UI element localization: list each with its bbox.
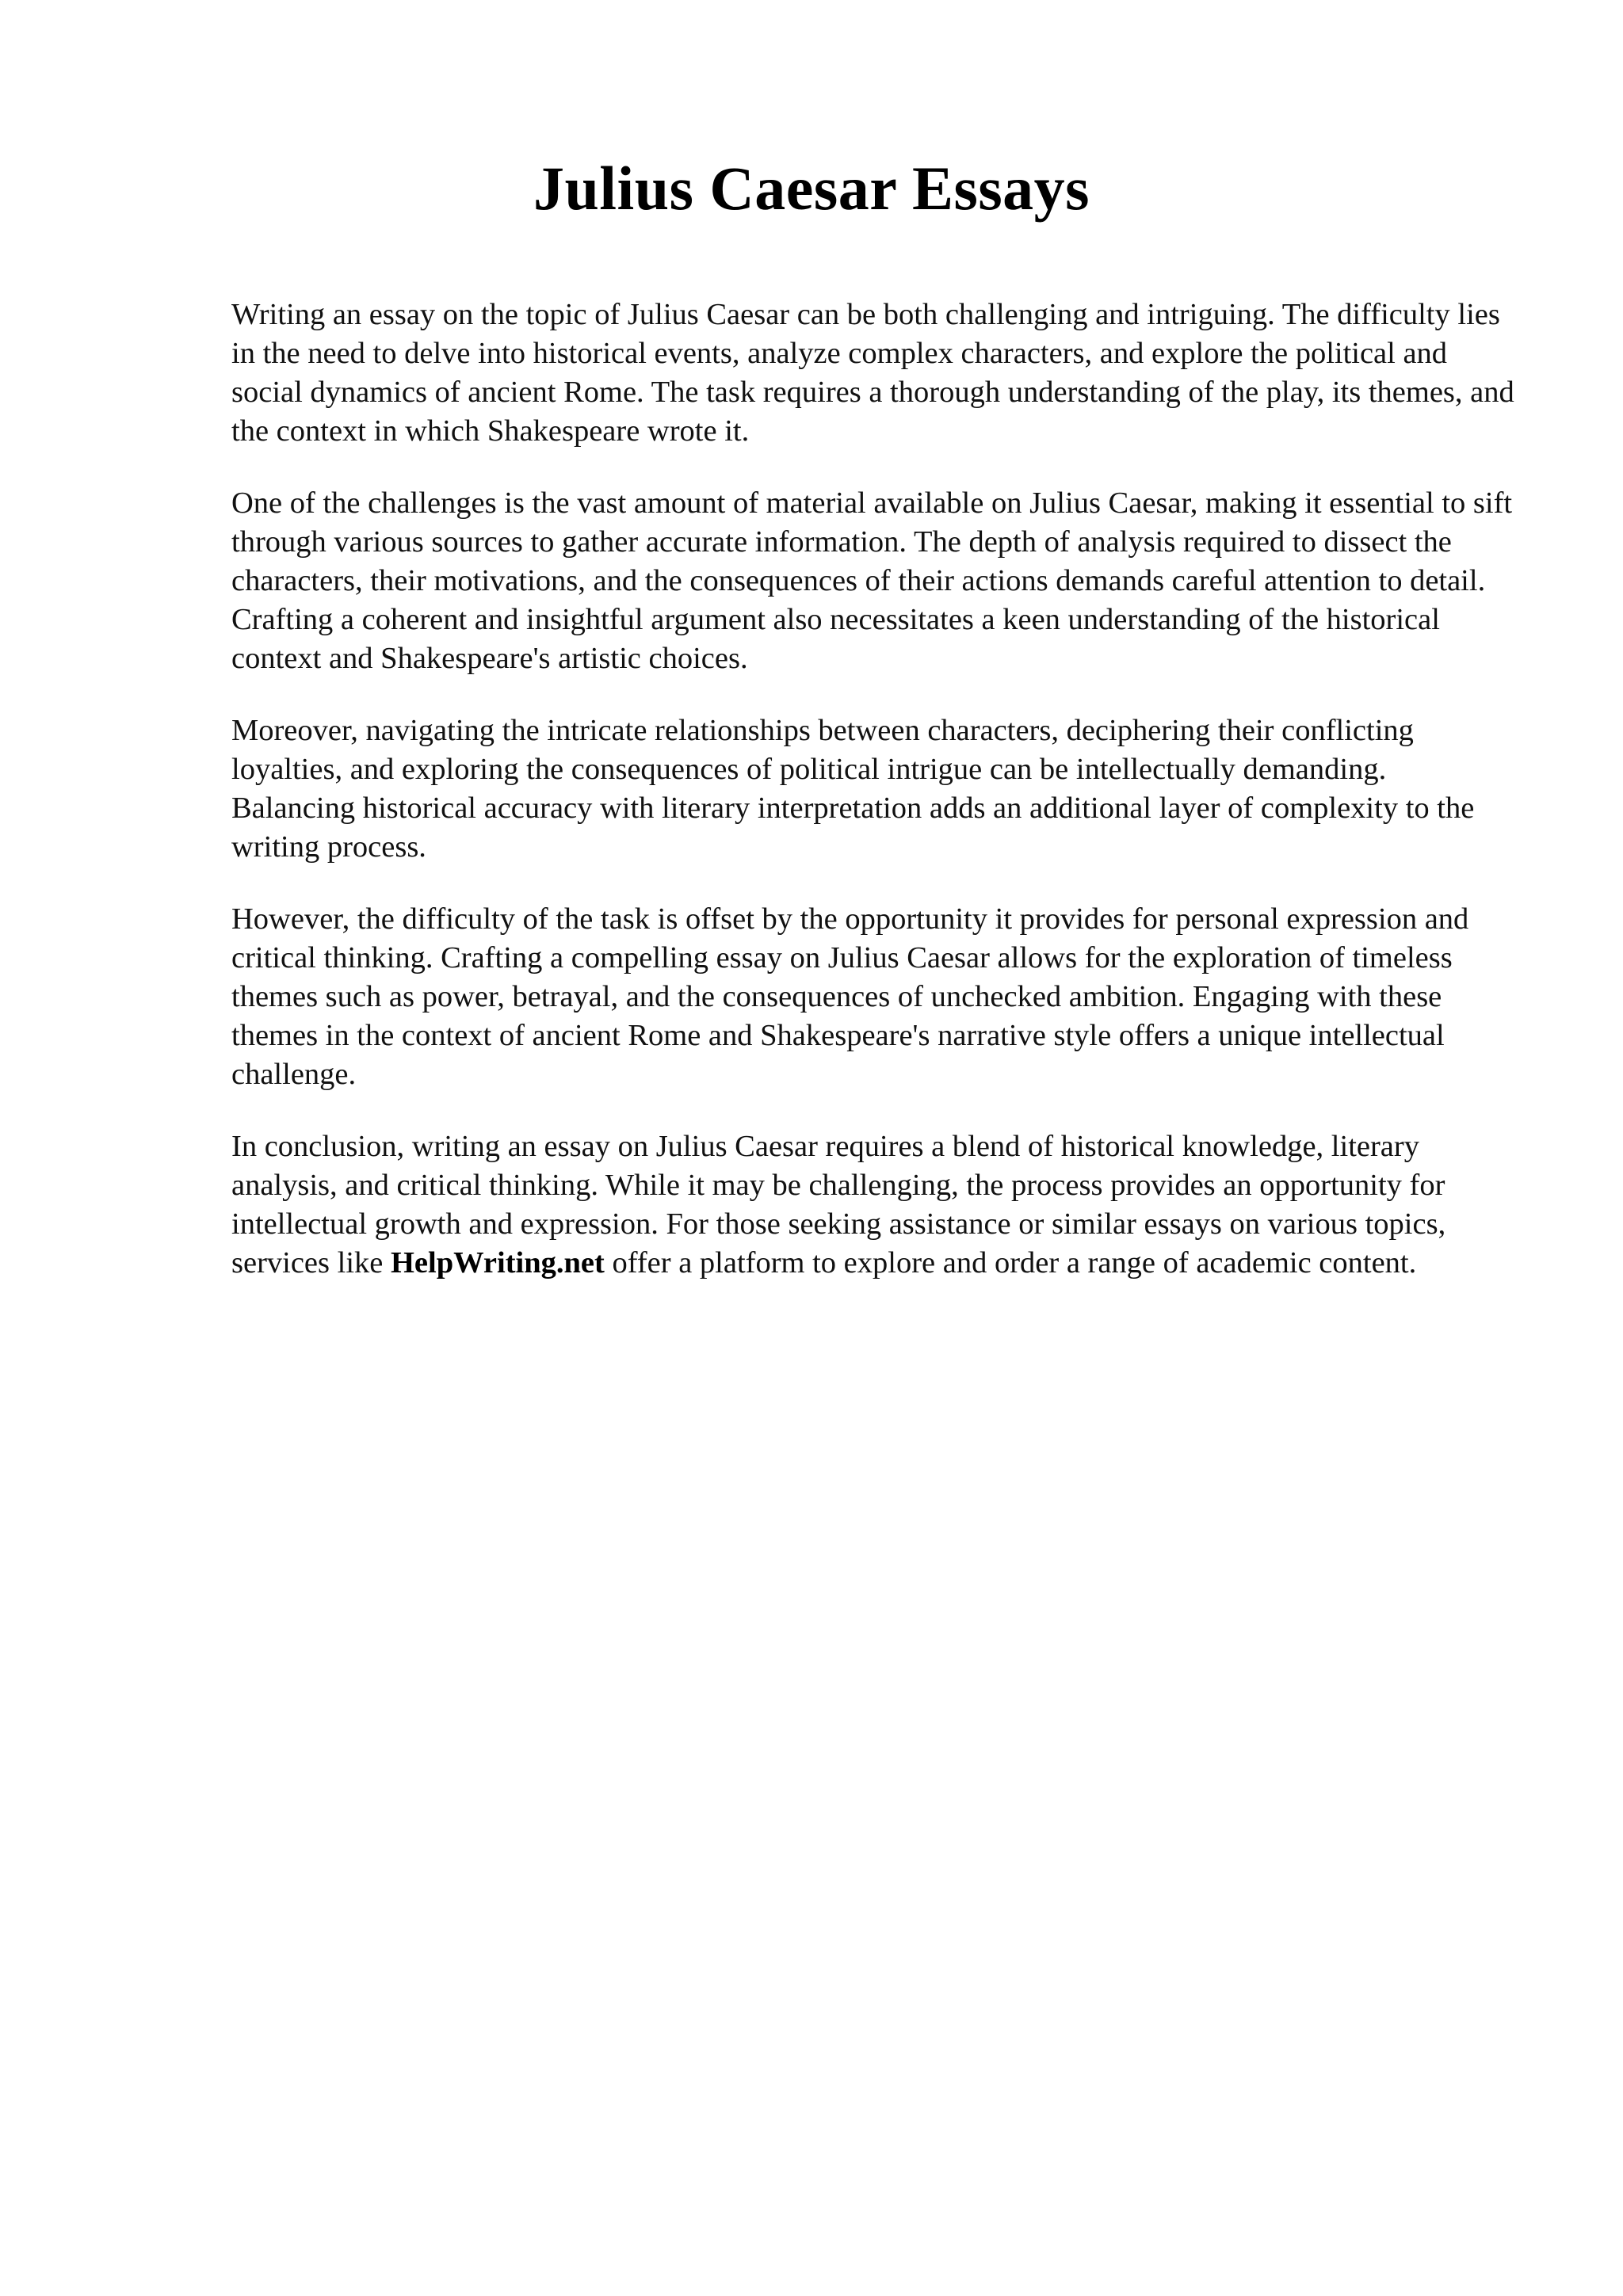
conclusion-text-after: offer a platform to explore and order a range of academic content. [604, 1246, 1417, 1280]
document-body [231, 296, 1515, 1316]
paragraph-conclusion [231, 1127, 1515, 1283]
conclusion-text-before: In conclusion, writing an essay on Julius Caesar requires a blend of historical knowledge, literary analysis, and critical thinking. While it may be challenging, the process provides an opportunity for intellectual growth and expression. For those seeking assistance or similar essays on various topics, services like [231, 1130, 1446, 1280]
paragraph-relationships: Moreover, navigating the intricate relationships between characters, deciphering their conflicting loyalties, and exploring the consequences of political intrigue can be intellectually demanding. Balancing historical accuracy with literary interpretation adds an additional layer of complexity to the writing process. [231, 714, 1475, 864]
document-title: Julius Caesar Essays [533, 154, 1090, 223]
paragraph-opportunity: However, the difficulty of the task is offset by the opportunity it provides for personal expression and critical thinking. Crafting a compelling essay on Julius Caesar allows for the exploration of timeless themes such as power, betrayal, and the consequences of unchecked ambition. Engaging with these themes in the context of ancient Rome and Shakespeare's narrative style offers a unique intellectual challenge. [231, 902, 1469, 1091]
brand-name: HelpWriting.net [390, 1246, 605, 1280]
paragraph-intro: Writing an essay on the topic of Julius Caesar can be both challenging and intriguing. The difficulty lies in the need to delve into historical events, analyze complex characters, and explore the political and social dynamics of ancient Rome. The task requires a thorough understanding of the play, its themes, and the context in which Shakespeare wrote it. [231, 298, 1514, 448]
paragraph-challenges: One of the challenges is the vast amount of material available on Julius Caesar, making it essential to sift through various sources to gather accurate information. The depth of analysis required to dissect the characters, their motivations, and the consequences of their actions demands careful attention to detail. Crafting a coherent and insightful argument also necessitates a keen understanding of the historical context and Shakespeare's artistic choices. [231, 486, 1513, 675]
